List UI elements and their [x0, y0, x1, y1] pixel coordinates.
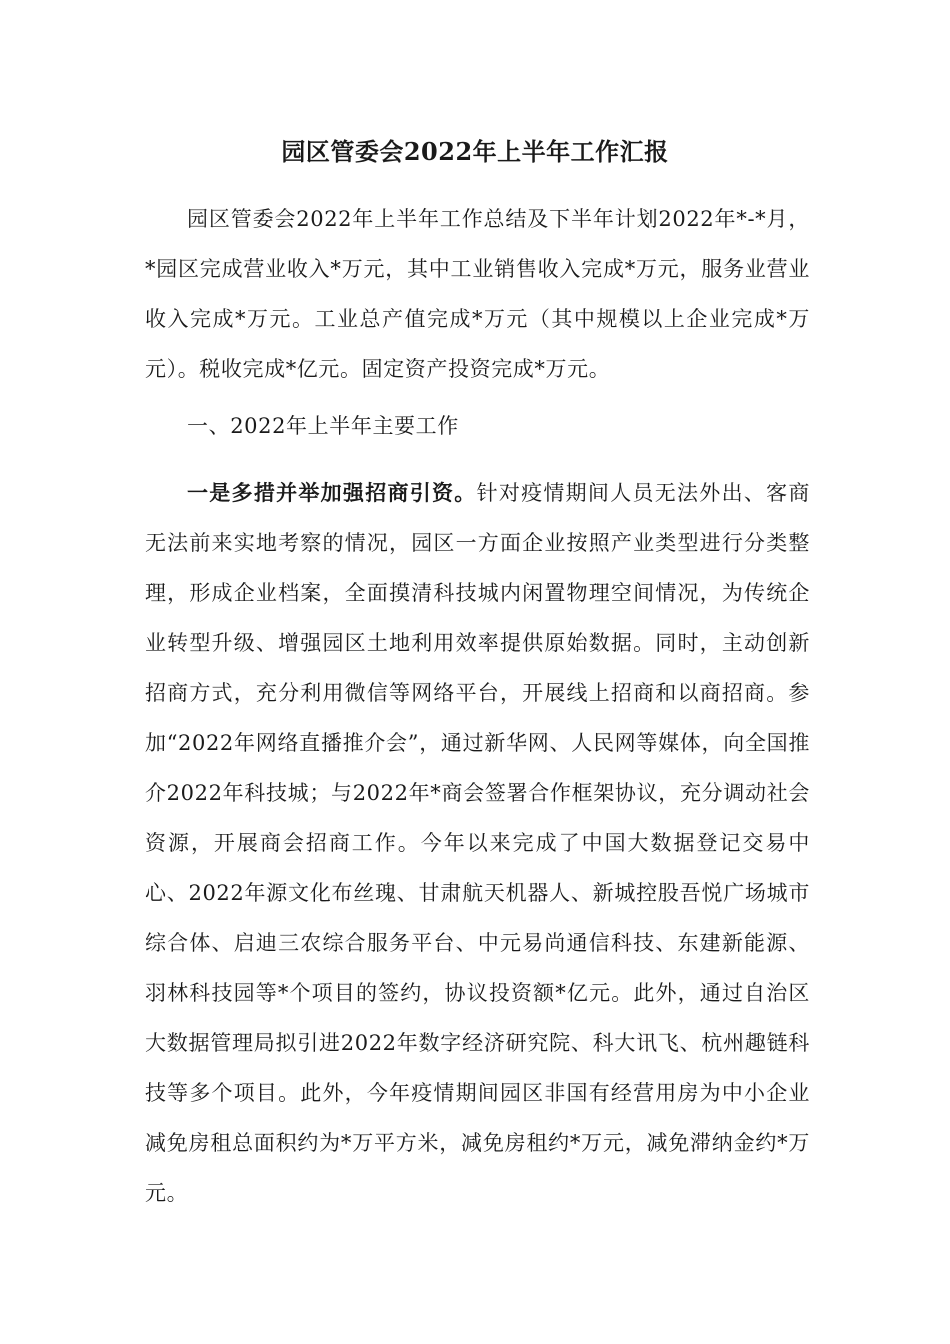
section-heading: 一、2022年上半年主要工作 — [187, 414, 459, 438]
intro-paragraph: 园区管委会2022年上半年工作总结及下半年计划2022年*-*月，*园区完成营业收入*万元，其中工业销售收入完成*万元，服务业营业收入完成*万元。工业总产值完成*万元（其中规模以上企业完成*万元）。税收完成*亿元。固定资产投资完成*万元。 — [145, 207, 810, 381]
document-title: 园区管委会2022年上半年工作汇报 — [281, 137, 669, 166]
item1-body: 针对疫情期间人员无法外出、客商无法前来实地考察的情况，园区一方面企业按照产业类型进行分类整理，形成企业档案，全面摸清科技城内闲置物理空间情况，为传统企业转型升级、增强园区土地利用效率提供原始数据。同时，主动创新招商方式，充分利用微信等网络平台，开展线上招商和以商招商。参加“2022年网络直播推介会”，通过新华网、人民网等媒体，向全国推介2022年科技城；与2022年*商会签署合作框架协议，充分调动社会资源，开展商会招商工作。今年以来完成了中国大数据登记交易中心、2022年源文化布丝瑰、甘肃航天机器人、新城控股吾悦广场城市综合体、启迪三农综合服务平台、中元易尚通信科技、东建新能源、羽林科技园等*个项目的签约，协议投资额*亿元。此外，通过自治区大数据管理局拟引进2022年数字经济研究院、科大讯飞、杭州趣链科技等多个项目。此外，今年疫情期间园区非国有经营用房为中小企业减免房租总面积约为*万平方米，减免房租约*万元，减免滞纳金约*万元。 — [145, 481, 810, 1205]
item1-paragraph — [145, 468, 810, 1218]
item1-lead: 一是多措并举加强招商引资。 — [187, 480, 477, 505]
